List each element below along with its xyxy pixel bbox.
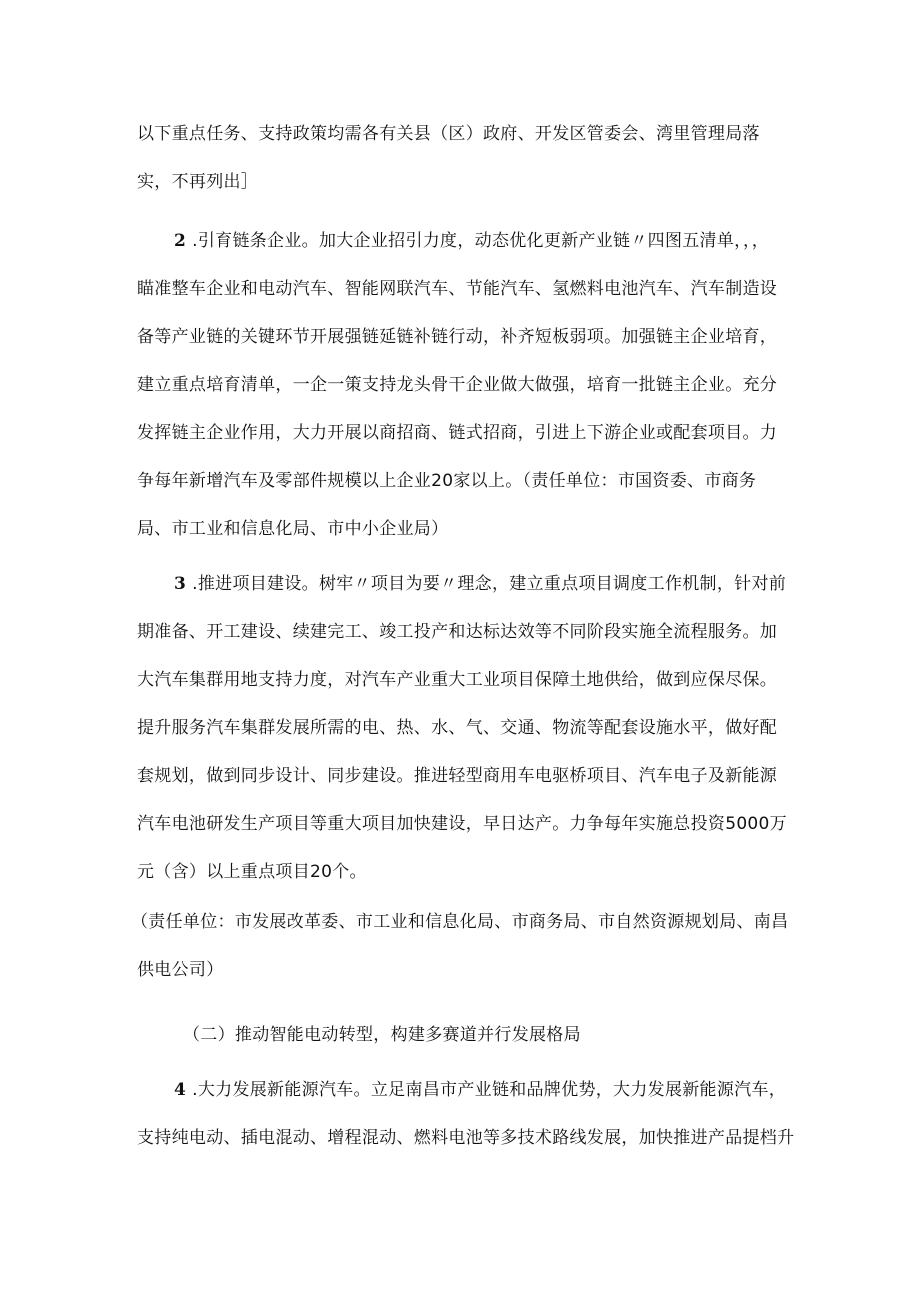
item-2-line-3: 备等产业链的关键环节开展强链延链补链行动，补齐短板弱项。加强链主企业培育， — [137, 327, 778, 347]
item-3-line-1: 3 .推进项目建设。树牢〃项目为要〃理念，建立重点项目调度工作机制，针对前 — [174, 574, 787, 594]
intro-line-2: 实，不再列出］ — [137, 172, 259, 192]
item-3-line-5: 套规划，做到同步设计、同步建设。推进轻型商用车电驱桥项目、汽车电子及新能源 — [137, 766, 778, 786]
item-3-line-6: 汽车电池研发生产项目等重大项目加快建设，早日达产。力争每年实施总投资5000万 — [137, 814, 787, 834]
item-4-line-2: 支持纯电动、插电混动、增程混动、燃料电池等多技术路线发展，加快推进产品提档升 — [137, 1128, 795, 1148]
item-2-line-2: 瞄准整车企业和电动汽车、智能网联汽车、节能汽车、氢燃料电池汽车、汽车制造设 — [137, 279, 778, 299]
item-3-line-4: 提升服务汽车集群发展所需的电、热、水、气、交通、物流等配套设施水平，做好配 — [137, 718, 778, 738]
item-2-number: 2 — [174, 231, 187, 251]
item-4-number: 4 — [174, 1080, 187, 1100]
item-2-line-6: 争每年新增汽车及零部件规模以上企业20家以上。（责任单位：市国资委、市商务 — [137, 471, 757, 491]
item-3-line-3: 大汽车集群用地支持力度，对汽车产业重大工业项目保障土地供给，做到应保尽保。 — [137, 670, 778, 690]
item-4-line-1: 4 .大力发展新能源汽车。立足南昌市产业链和品牌优势，大力发展新能源汽车， — [174, 1080, 787, 1100]
item-2-line-7: 局、市工业和信息化局、市中小企业局） — [137, 519, 449, 539]
intro-line-1: 以下重点任务、支持政策均需各有关县（区）政府、开发区管委会、湾里管理局落 — [137, 124, 760, 144]
item-3-number: 3 — [174, 574, 187, 594]
item-3-line-9: 供电公司） — [137, 960, 224, 980]
item-3-line-7: 元（含）以上重点项目20个。 — [137, 862, 367, 882]
item-3-line-2: 期准备、开工建设、续建完工、竣工投产和达标达效等不同阶段实施全流程服务。加 — [137, 622, 778, 642]
item-3-line-8: （责任单位：市发展改革委、市工业和信息化局、市商务局、市自然资源规划局、南昌 — [131, 912, 789, 932]
item-2-line-1: 2 .引育链条企业。加大企业招引力度，动态优化更新产业链〃四图五清单，，， — [174, 231, 770, 251]
section-2-heading: （二）推动智能电动转型，构建多赛道并行发展格局 — [183, 1025, 581, 1045]
item-2-line-5: 发挥链主企业作用，大力开展以商招商、链式招商，引进上下游企业或配套项目。力 — [137, 423, 778, 443]
item-2-line-4: 建立重点培育清单，一企一策支持龙头骨干企业做大做强，培育一批链主企业。充分 — [137, 375, 778, 395]
